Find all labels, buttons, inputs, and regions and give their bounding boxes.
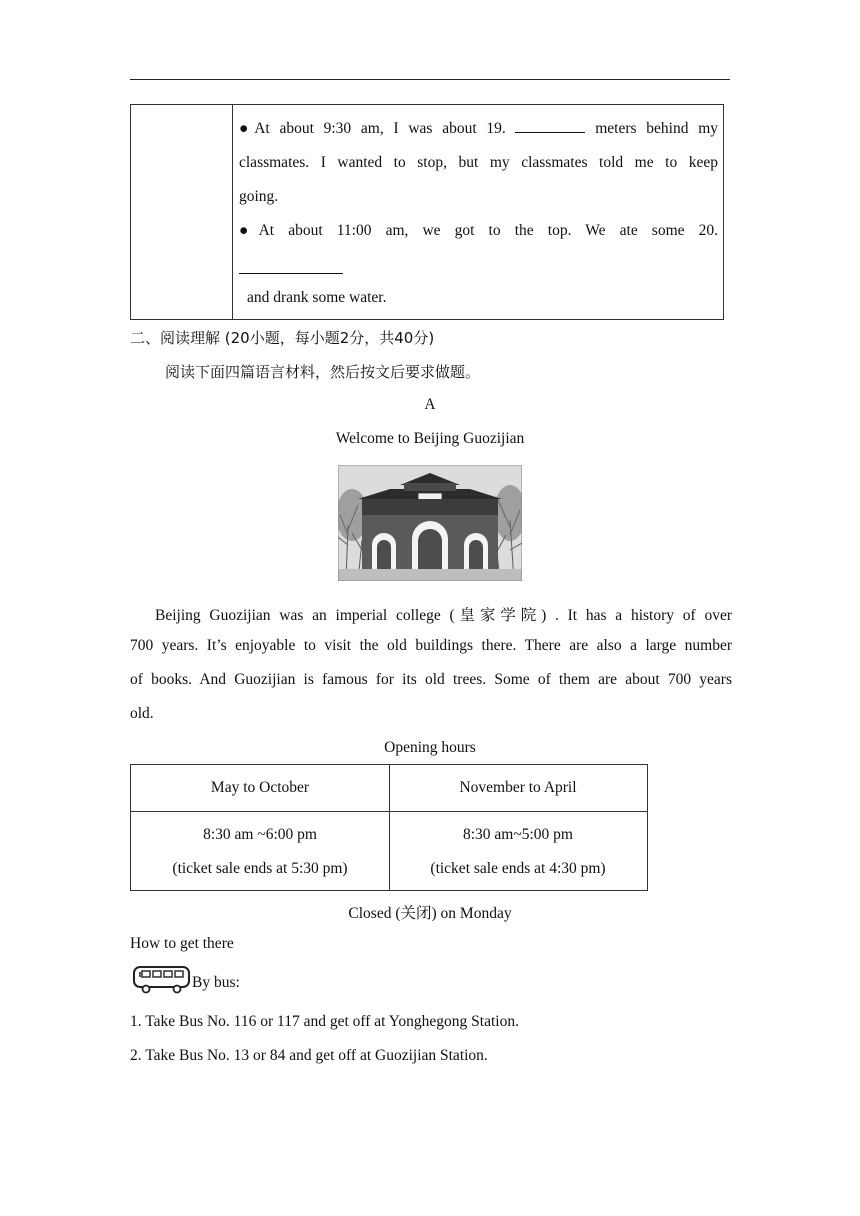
how-to-get-there: How to get there <box>130 935 234 952</box>
passage-title: Welcome to Beijing Guozijian <box>335 430 525 447</box>
answer-blank-20[interactable] <box>239 255 343 274</box>
bus-route-1: 1. Take Bus No. 116 or 117 and get off at Yonghegong Station. <box>130 1013 519 1030</box>
opening-hours-table <box>130 764 648 891</box>
hours-table-row-divider <box>131 811 647 812</box>
bus-icon <box>132 965 192 995</box>
table-line-6: and drank some water. <box>247 289 387 306</box>
header-may-october: May to October <box>210 779 310 796</box>
opening-hours-title: Opening hours <box>384 739 476 756</box>
writing-table <box>130 104 724 320</box>
table-line-4: ●At about 11:00 am, we got to the top. We ate some 20. <box>239 222 718 239</box>
guozijian-gate-photo <box>338 465 522 581</box>
note-november-april: (ticket sale ends at 4:30 pm) <box>430 860 606 877</box>
line1-text: ●At about 9:30 am, I was about 19. <box>239 120 506 137</box>
table-line-3: going. <box>239 188 279 205</box>
paragraph-line-4: old. <box>130 705 154 722</box>
section-title: 二、阅读理解 (20小题，每小题2分，共40分) <box>130 329 435 347</box>
section-instruction: 阅读下面四篇语言材料，然后按文后要求做题。 <box>165 363 481 381</box>
paragraph-line-2: 700 years. It’s enjoyable to visit the old buildings there. There are also a large number <box>130 637 732 654</box>
line1-text-end: meters behind my <box>595 120 718 137</box>
passage-letter: A <box>424 396 436 413</box>
table-line-1 <box>239 119 718 139</box>
table-line-5 <box>239 255 718 280</box>
time-may-october: 8:30 am ~6:00 pm <box>203 826 317 843</box>
time-november-april: 8:30 am~5:00 pm <box>463 826 573 843</box>
paragraph-line-1: Beijing Guozijian was an imperial college (皇家学院) . It has a history of over <box>155 607 732 624</box>
table-line-2: classmates. I wanted to stop, but my classmates told me to keep <box>239 154 718 171</box>
header-november-april: November to April <box>459 779 577 796</box>
table-column-divider <box>232 105 233 319</box>
closed-note: Closed (关闭) on Monday <box>348 905 512 922</box>
bus-route-2: 2. Take Bus No. 13 or 84 and get off at Guozijian Station. <box>130 1047 488 1064</box>
by-bus-label: By bus: <box>192 974 240 991</box>
note-may-october: (ticket sale ends at 5:30 pm) <box>172 860 348 877</box>
answer-blank-19[interactable] <box>515 132 585 133</box>
paragraph-line-3: of books. And Guozijian is famous for its old trees. Some of them are about 700 years <box>130 671 732 688</box>
header-rule <box>130 79 730 80</box>
